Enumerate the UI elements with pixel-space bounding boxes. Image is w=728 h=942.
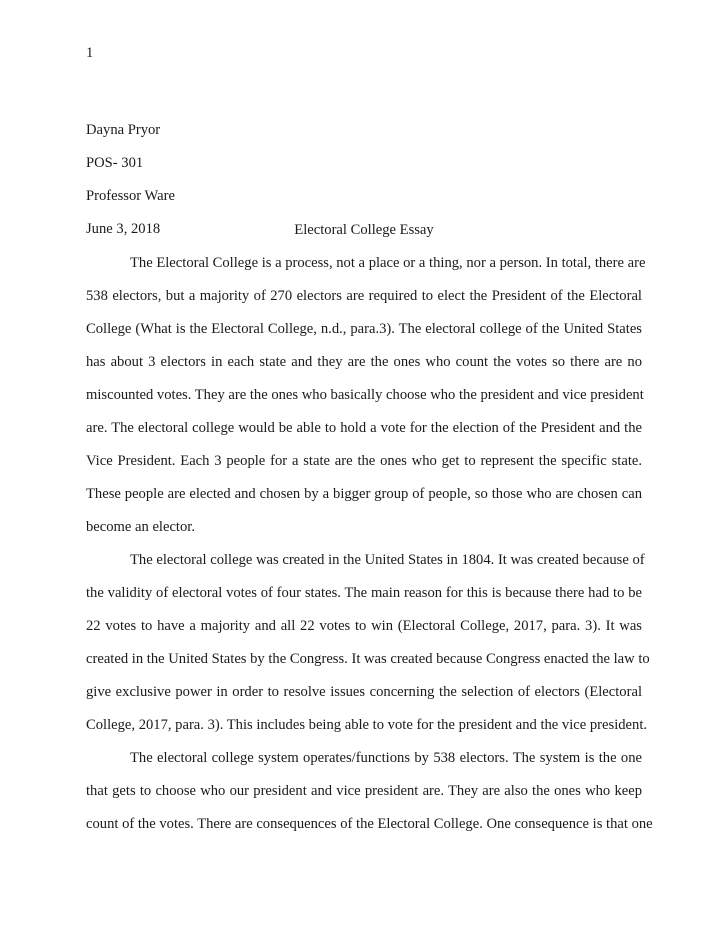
paragraph-line: Vice President. Each 3 people for a state are the ones who get to represent the specific state. bbox=[86, 453, 642, 469]
paragraph bbox=[86, 544, 650, 742]
paragraph-line: College, 2017, para. 3). This includes being able to vote for the president and the vice president. bbox=[86, 717, 648, 733]
essay-title: Electoral College Essay bbox=[294, 222, 434, 238]
paragraph-line: are. The electoral college would be able to hold a vote for the election of the President and the bbox=[86, 420, 642, 436]
paragraph-line: The electoral college was created in the United States in 1804. It was created because of bbox=[130, 552, 645, 568]
essay-body bbox=[86, 247, 653, 841]
paragraph bbox=[86, 247, 646, 544]
essay-date: June 3, 2018 bbox=[86, 221, 161, 237]
course-code: POS- 301 bbox=[86, 155, 144, 171]
page-number: 1 bbox=[86, 45, 94, 61]
author-name: Dayna Pryor bbox=[86, 122, 161, 138]
paragraph-line: has about 3 electors in each state and they are the ones who count the votes so there are no bbox=[86, 354, 642, 370]
paragraph-line: miscounted votes. They are the ones who basically choose who the president and vice president bbox=[86, 387, 644, 403]
paragraph-line: that gets to choose who our president and vice president are. They are also the ones who keep bbox=[86, 783, 642, 799]
paragraph-line: count of the votes. There are consequences of the Electoral College. One consequence is that one bbox=[86, 816, 653, 832]
paragraph-line: 538 electors, but a majority of 270 electors are required to elect the President of the Electoral bbox=[86, 288, 642, 304]
paragraph-line: give exclusive power in order to resolve issues concerning the selection of electors (Electoral bbox=[86, 684, 642, 700]
paragraph-line: These people are elected and chosen by a bigger group of people, so those who are chosen can bbox=[86, 486, 642, 502]
paragraph bbox=[86, 742, 653, 841]
paragraph-line: 22 votes to have a majority and all 22 votes to win (Electoral College, 2017, para. 3). It was bbox=[86, 618, 642, 634]
paragraph-line: The Electoral College is a process, not a place or a thing, nor a person. In total, there are bbox=[130, 255, 646, 271]
paragraph-line: The electoral college system operates/functions by 538 electors. The system is the one bbox=[130, 750, 642, 766]
paragraph-line: the validity of electoral votes of four states. The main reason for this is because there had to be bbox=[86, 585, 642, 601]
instructor-name: Professor Ware bbox=[86, 188, 175, 204]
paragraph-line: created in the United States by the Congress. It was created because Congress enacted the law to bbox=[86, 651, 650, 667]
paragraph-line: become an elector. bbox=[86, 519, 195, 535]
paragraph-line: College (What is the Electoral College, n.d., para.3). The electoral college of the United States bbox=[86, 321, 642, 337]
